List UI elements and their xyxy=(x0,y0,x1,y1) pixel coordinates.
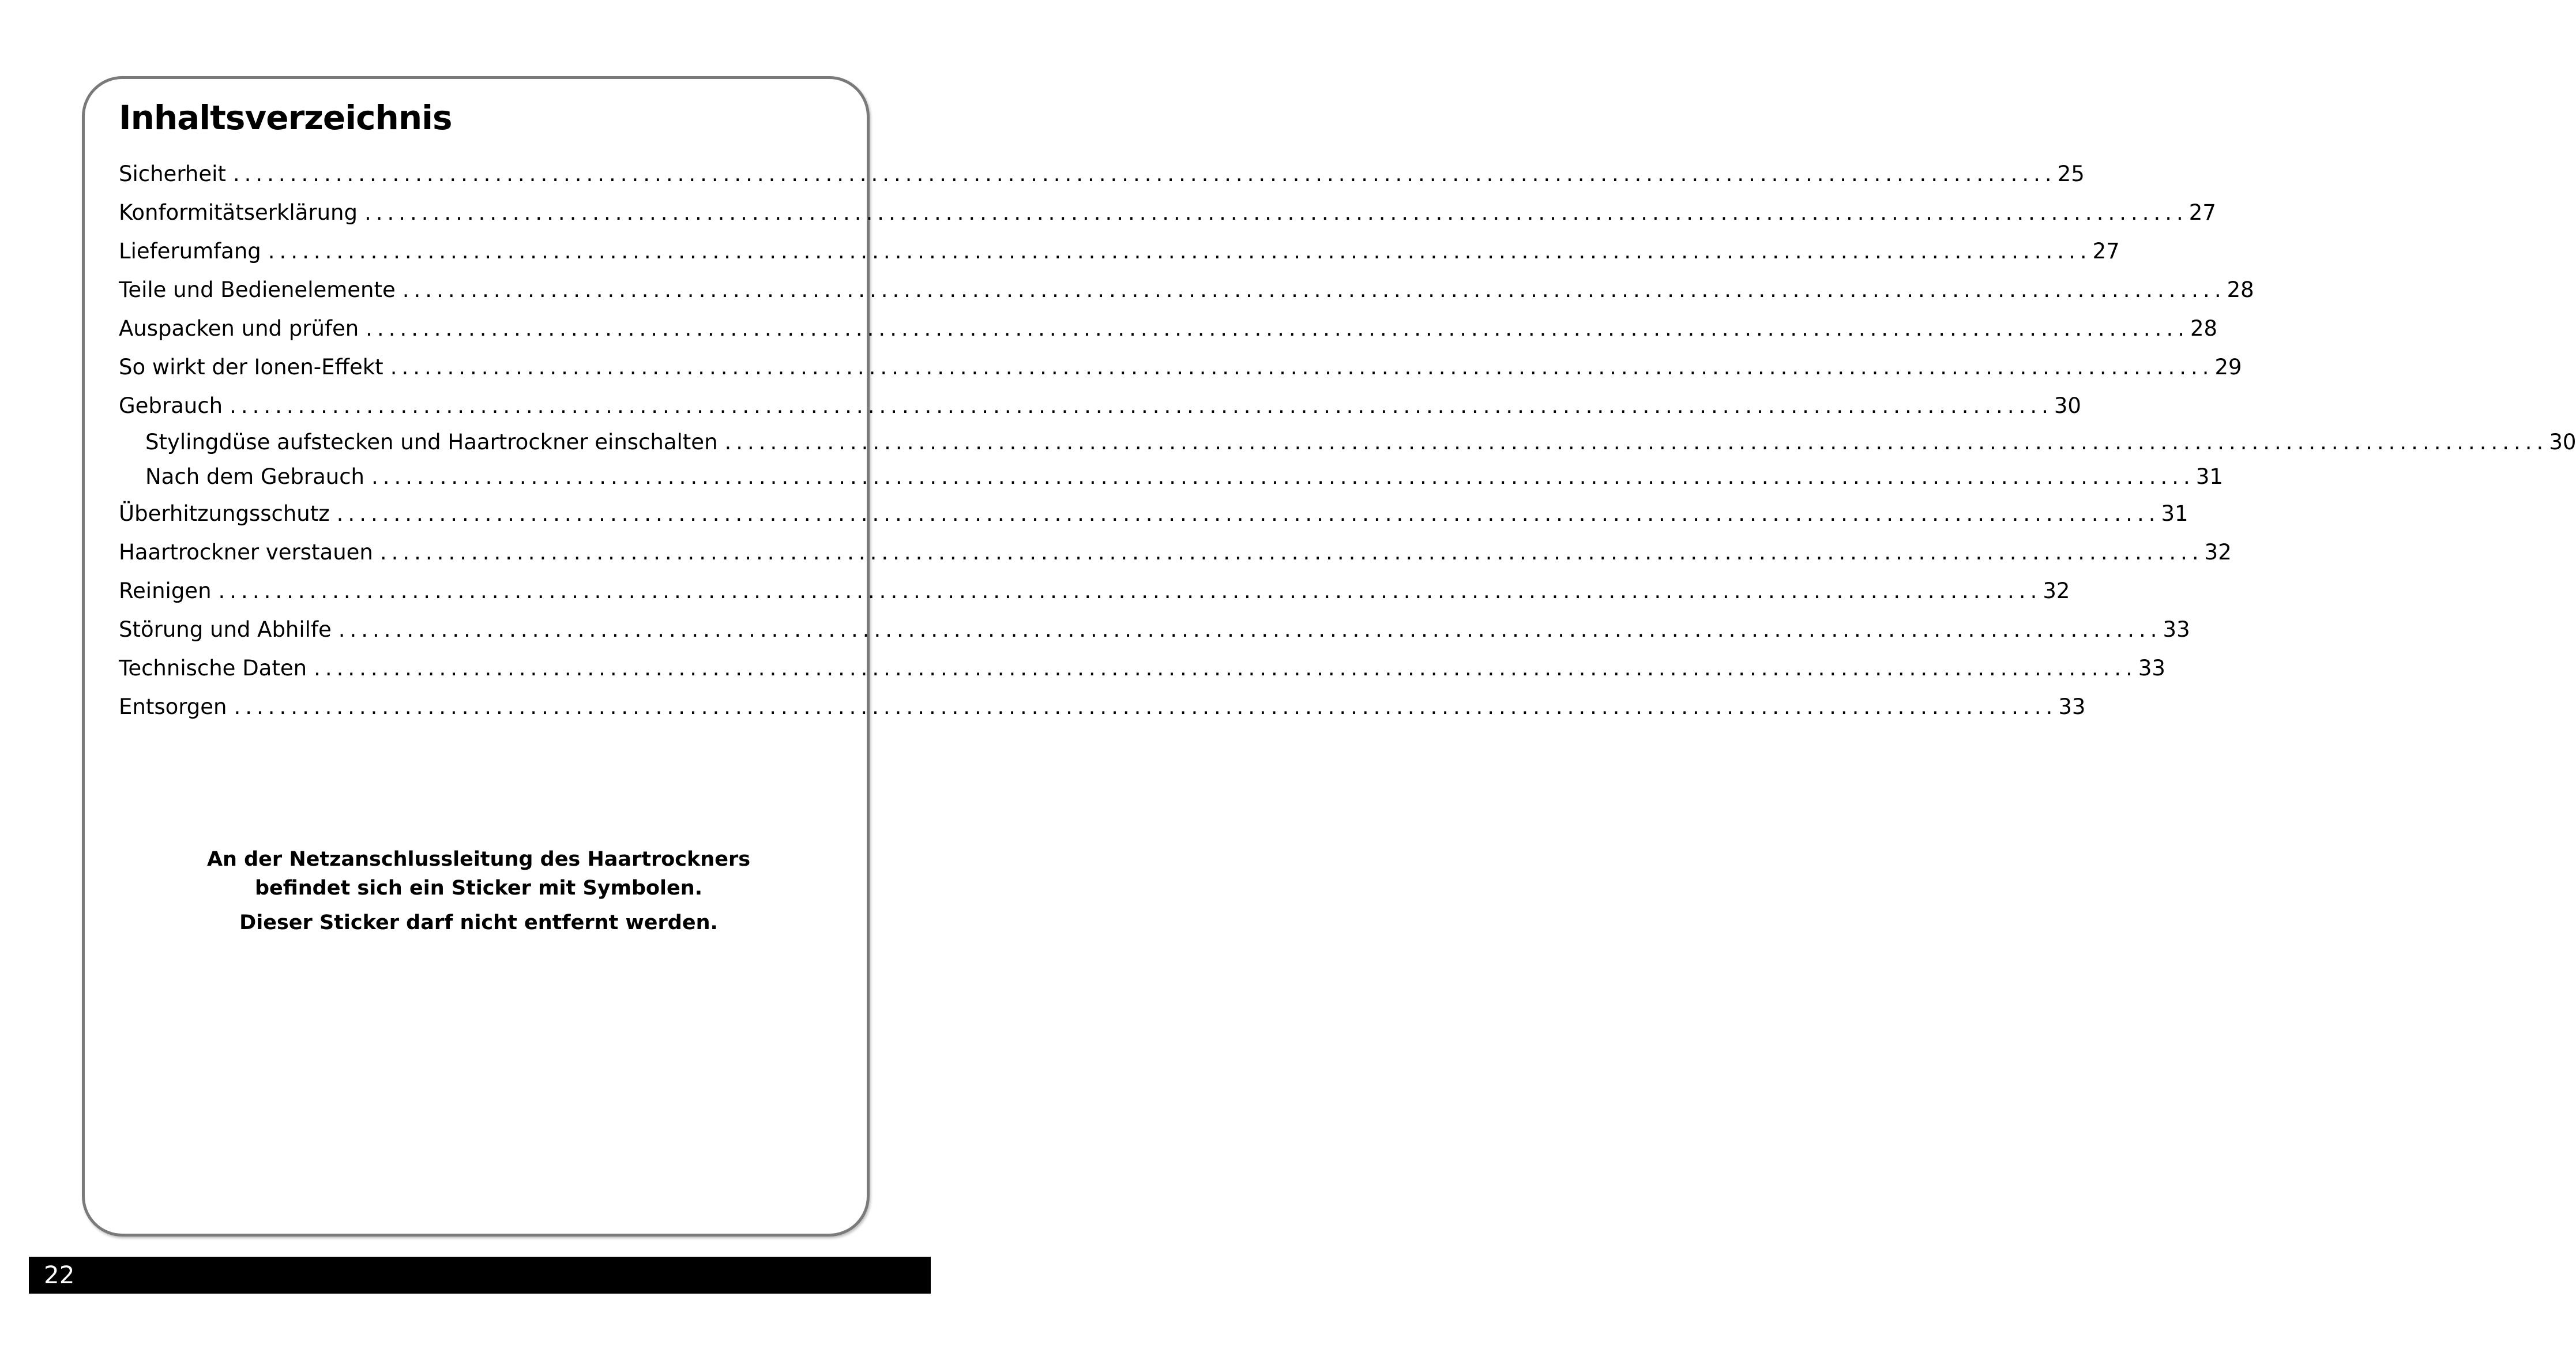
page-title: Inhaltsverzeichnis xyxy=(119,98,452,137)
toc-entry-label: Überhitzungsschutz xyxy=(119,501,330,526)
toc-entry-label: Lieferumfang xyxy=(119,239,261,264)
toc-entry-label: Gebrauch xyxy=(119,393,223,418)
toc-entry xyxy=(119,232,2120,270)
toc-entry-page: 32 xyxy=(2043,578,2070,603)
toc-entry-page: 30 xyxy=(2054,393,2081,418)
toc-entry xyxy=(119,649,2165,687)
toc-entry xyxy=(119,687,2086,726)
toc-entry xyxy=(119,533,2232,572)
page-number: 22 xyxy=(44,1261,75,1289)
toc-entry xyxy=(119,494,2188,533)
toc-entry-page: 25 xyxy=(2057,161,2085,186)
dot-leader: ................................................................................................................................................................ xyxy=(402,277,2226,302)
toc-entry-label: Störung und Abhilfe xyxy=(119,617,332,642)
toc-entry-label: Haartrockner verstauen xyxy=(119,540,373,565)
sticker-notice xyxy=(119,845,838,937)
dot-leader: ................................................................................................................................................................ xyxy=(232,161,2056,186)
toc-entry xyxy=(119,193,2216,232)
toc-entry-page: 27 xyxy=(2188,200,2216,225)
toc-entry-label: Stylingdüse aufstecken und Haartrockner einschalten xyxy=(145,430,718,454)
dot-leader: ................................................................................................................................................................ xyxy=(366,316,2189,341)
toc-entry-label: So wirkt der Ionen-Effekt xyxy=(119,355,383,379)
toc-entry-label: Entsorgen xyxy=(119,694,227,719)
dot-leader: ................................................................................................................................................................ xyxy=(724,430,2548,454)
toc-entry xyxy=(119,270,2254,309)
notice-line-1: An der Netzanschlussleitung des Haartrockners xyxy=(206,848,751,871)
toc-entry-page: 29 xyxy=(2214,355,2242,379)
toc-entry-page: 32 xyxy=(2204,540,2232,565)
toc-entry-page: 31 xyxy=(2161,501,2188,526)
toc-entry-page: 27 xyxy=(2092,239,2120,264)
toc-entry-label: Teile und Bedienelemente xyxy=(119,277,396,302)
toc-subentry xyxy=(119,425,2576,460)
toc-entry xyxy=(119,155,2085,193)
dot-leader: ................................................................................................................................................................ xyxy=(218,578,2042,603)
toc-subentry xyxy=(119,460,2223,494)
toc-entry-page: 33 xyxy=(2058,694,2086,719)
toc-entry-label: Sicherheit xyxy=(119,161,226,186)
toc-entry xyxy=(119,309,2218,348)
footer-bar xyxy=(29,1257,931,1294)
toc-entry-label: Reinigen xyxy=(119,578,212,603)
toc-entry xyxy=(119,386,2081,425)
table-of-contents xyxy=(119,155,2576,726)
toc-entry-label: Nach dem Gebrauch xyxy=(145,464,365,489)
toc-entry-label: Auspacken und prüfen xyxy=(119,316,359,341)
dot-leader: ................................................................................................................................................................ xyxy=(268,239,2092,264)
dot-leader: ................................................................................................................................................................ xyxy=(336,501,2160,526)
dot-leader: ................................................................................................................................................................ xyxy=(371,464,2195,489)
dot-leader: ................................................................................................................................................................ xyxy=(314,656,2137,681)
toc-entry xyxy=(119,572,2070,610)
toc-entry-page: 33 xyxy=(2163,617,2190,642)
toc-entry-page: 31 xyxy=(2195,464,2223,489)
dot-leader: ................................................................................................................................................................ xyxy=(234,694,2058,719)
dot-leader: ................................................................................................................................................................ xyxy=(390,355,2214,379)
toc-entry-label: Technische Daten xyxy=(119,656,307,681)
toc-entry xyxy=(119,348,2242,386)
toc-entry-page: 30 xyxy=(2549,430,2576,454)
toc-entry-label: Konformitätserklärung xyxy=(119,200,358,225)
notice-line-3: Dieser Sticker darf nicht entfernt werden. xyxy=(239,911,718,934)
dot-leader: ................................................................................................................................................................ xyxy=(338,617,2162,642)
dot-leader: ................................................................................................................................................................ xyxy=(379,540,2203,565)
toc-entry-page: 28 xyxy=(2190,316,2218,341)
toc-entry xyxy=(119,610,2190,649)
toc-entry-page: 33 xyxy=(2138,656,2165,681)
dot-leader: ................................................................................................................................................................ xyxy=(230,393,2053,418)
notice-line-2: befindet sich ein Sticker mit Symbolen. xyxy=(255,877,702,900)
dot-leader: ................................................................................................................................................................ xyxy=(364,200,2188,225)
toc-entry-page: 28 xyxy=(2227,277,2254,302)
